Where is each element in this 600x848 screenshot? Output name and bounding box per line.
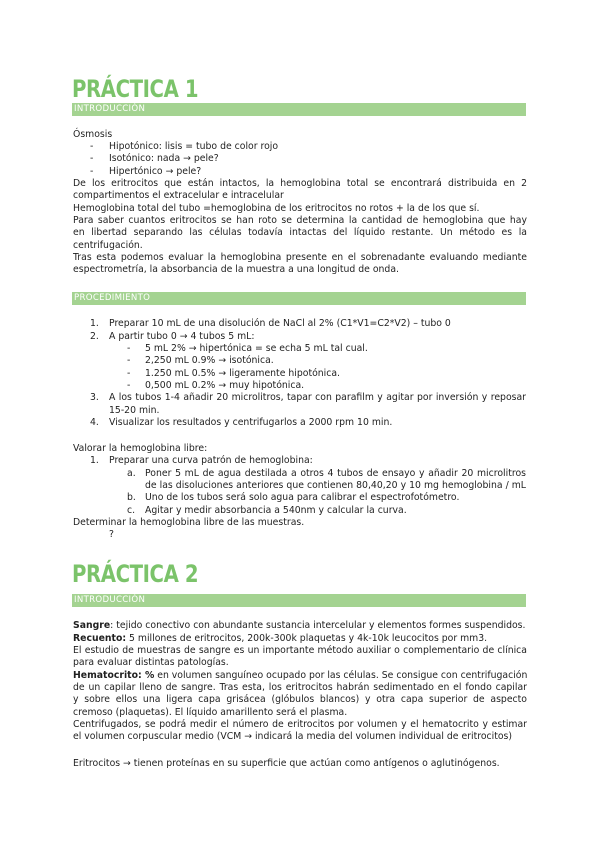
section-header-label: INTRODUCCIÓN xyxy=(74,104,146,114)
list-item: Agitar y medir absorbancia a 540nm y calcular la curva. xyxy=(145,505,407,516)
sub-item: 5 mL 2% → hipertónica = se echa 5 mL tal cual. xyxy=(145,343,368,354)
bullet-dash: - xyxy=(90,166,94,177)
list-item: A los tubos 1-4 añadir 20 microlitros, tapar con parafilm y agitar por inversión y reposar xyxy=(109,392,526,403)
paragraph-line: Centrifugados, se podrá medir el número de eritrocitos por volumen y el hematocrito y estimar xyxy=(73,719,527,730)
list-letter: c. xyxy=(127,505,136,516)
section-header-intro-1 xyxy=(72,103,526,116)
term-sangre: Sangre xyxy=(73,620,111,631)
section-header-label: INTRODUCCIÓN xyxy=(74,595,146,605)
section-header-intro-2 xyxy=(72,594,526,607)
question-mark: ? xyxy=(109,529,114,540)
bullet-dash: - xyxy=(127,355,131,366)
list-letter: a. xyxy=(127,468,136,479)
list-item: Preparar una curva patrón de hemoglobina: xyxy=(109,455,313,466)
paragraph-line: Valorar la hemoglobina libre: xyxy=(73,443,208,454)
bullet-dash: - xyxy=(127,380,131,391)
bullet-dash: - xyxy=(90,153,94,164)
paragraph-line: espectrometría, la absorbancia de la muestra a una longitud de onda. xyxy=(73,264,399,275)
section-header-label: PROCEDIMIENTO xyxy=(74,293,151,303)
paragraph-line xyxy=(73,620,525,632)
paragraph-line: para evaluar distintas patologías. xyxy=(73,657,229,668)
list-number: 1. xyxy=(90,455,99,466)
osmosis-heading: Ósmosis xyxy=(73,129,113,140)
list-item: 15-20 min. xyxy=(109,405,160,416)
term-definition: 5 millones de eritrocitos, 200k-300k plaquetas y 4k-10k leucocitos por mm3. xyxy=(126,633,488,644)
paragraph-line: De los eritrocitos que están intactos, la hemoglobina total se encontrará distribuida en 2 xyxy=(73,178,527,189)
paragraph-line: Hemoglobina total del tubo =hemoglobina de los eritrocitos no rotos + la de los que sí. xyxy=(73,203,480,214)
paragraph-line xyxy=(73,670,527,682)
bullet-dash: - xyxy=(90,141,94,152)
paragraph-line: y sobre ellos una ligera capa grisácea (glóbulos blancos) y otra capa superior de aspecto xyxy=(73,694,527,705)
term-hematocrito: Hematocrito: % xyxy=(73,670,155,681)
list-number: 3. xyxy=(90,392,99,403)
list-item: Preparar 10 mL de una disolución de NaCl al 2% (C1*V1=C2*V2) – tubo 0 xyxy=(109,318,451,329)
sub-item: 1.250 mL 0.5% → ligeramente hipotónica. xyxy=(145,368,341,379)
paragraph-line xyxy=(73,633,487,645)
paragraph-line: Tras esta podemos evaluar la hemoglobina presente en el sobrenadante evaluando mediante xyxy=(73,252,527,263)
paragraph-line: en libertad separando las células todavía intactas del líquido restante. Un método es la xyxy=(73,227,527,238)
term-definition: en volumen sanguíneo ocupado por las células. Se consigue con centrifugación xyxy=(154,670,528,681)
paragraph-line: compartimentos el extracelular e intracelular xyxy=(73,190,284,201)
bullet-item: Hipertónico → pele? xyxy=(109,166,202,177)
list-item: Uno de los tubos será solo agua para calibrar el espectrofotómetro. xyxy=(145,492,460,503)
list-letter: b. xyxy=(127,492,136,503)
list-item: A partir tubo 0 → 4 tubos 5 mL: xyxy=(109,331,255,342)
paragraph-line: cremoso (plaquetas). El líquido amarillento será el plasma. xyxy=(73,707,348,718)
paragraph-line: Determinar la hemoglobina libre de las muestras. xyxy=(73,517,305,528)
sub-item: 0,500 mL 0.2% → muy hipotónica. xyxy=(145,380,305,391)
list-item: Visualizar los resultados y centrifugarlos a 2000 rpm 10 min. xyxy=(109,417,393,428)
paragraph-line: El estudio de muestras de sangre es un importante método auxiliar o complementario de clínica xyxy=(73,645,527,656)
list-number: 2. xyxy=(90,331,99,342)
bullet-item: Hipotónico: lisis = tubo de color rojo xyxy=(109,141,279,152)
practica2-title: PRÁCTICA 2 xyxy=(72,560,199,588)
paragraph-line: de un capilar lleno de sangre. Tras esta, los eritrocitos habrán sedimentado en el fondo capilar xyxy=(73,682,527,693)
section-header-procedimiento xyxy=(72,292,526,305)
paragraph-line: centrifugación. xyxy=(73,240,143,251)
bullet-dash: - xyxy=(127,368,131,379)
paragraph-line: Eritrocitos → tienen proteínas en su superficie que actúan como antígenos o aglutinógenos. xyxy=(73,758,500,769)
term-definition: : tejido conectivo con abundante sustancia intercelular y elementos formes suspendidos. xyxy=(110,620,526,631)
paragraph-line: Para saber cuantos eritrocitos se han roto se determina la cantidad de hemoglobina que hay xyxy=(73,215,527,226)
list-item: de las disoluciones anteriores que contienen 80,40,20 y 10 mg hemoglobina / mL xyxy=(145,480,526,491)
bullet-dash: - xyxy=(127,343,131,354)
term-recuento: Recuento: xyxy=(73,633,127,644)
list-number: 1. xyxy=(90,318,99,329)
paragraph-line: el volumen corpuscular medio (VCM → indicará la media del volumen individual de eritrocitos) xyxy=(73,731,513,742)
list-item: Poner 5 mL de agua destilada a otros 4 tubos de ensayo y añadir 20 microlitros xyxy=(145,468,526,479)
bullet-item: Isotónico: nada → pele? xyxy=(109,153,219,164)
sub-item: 2,250 mL 0.9% → isotónica. xyxy=(145,355,274,366)
practica1-title: PRÁCTICA 1 xyxy=(72,75,199,103)
list-number: 4. xyxy=(90,417,99,428)
